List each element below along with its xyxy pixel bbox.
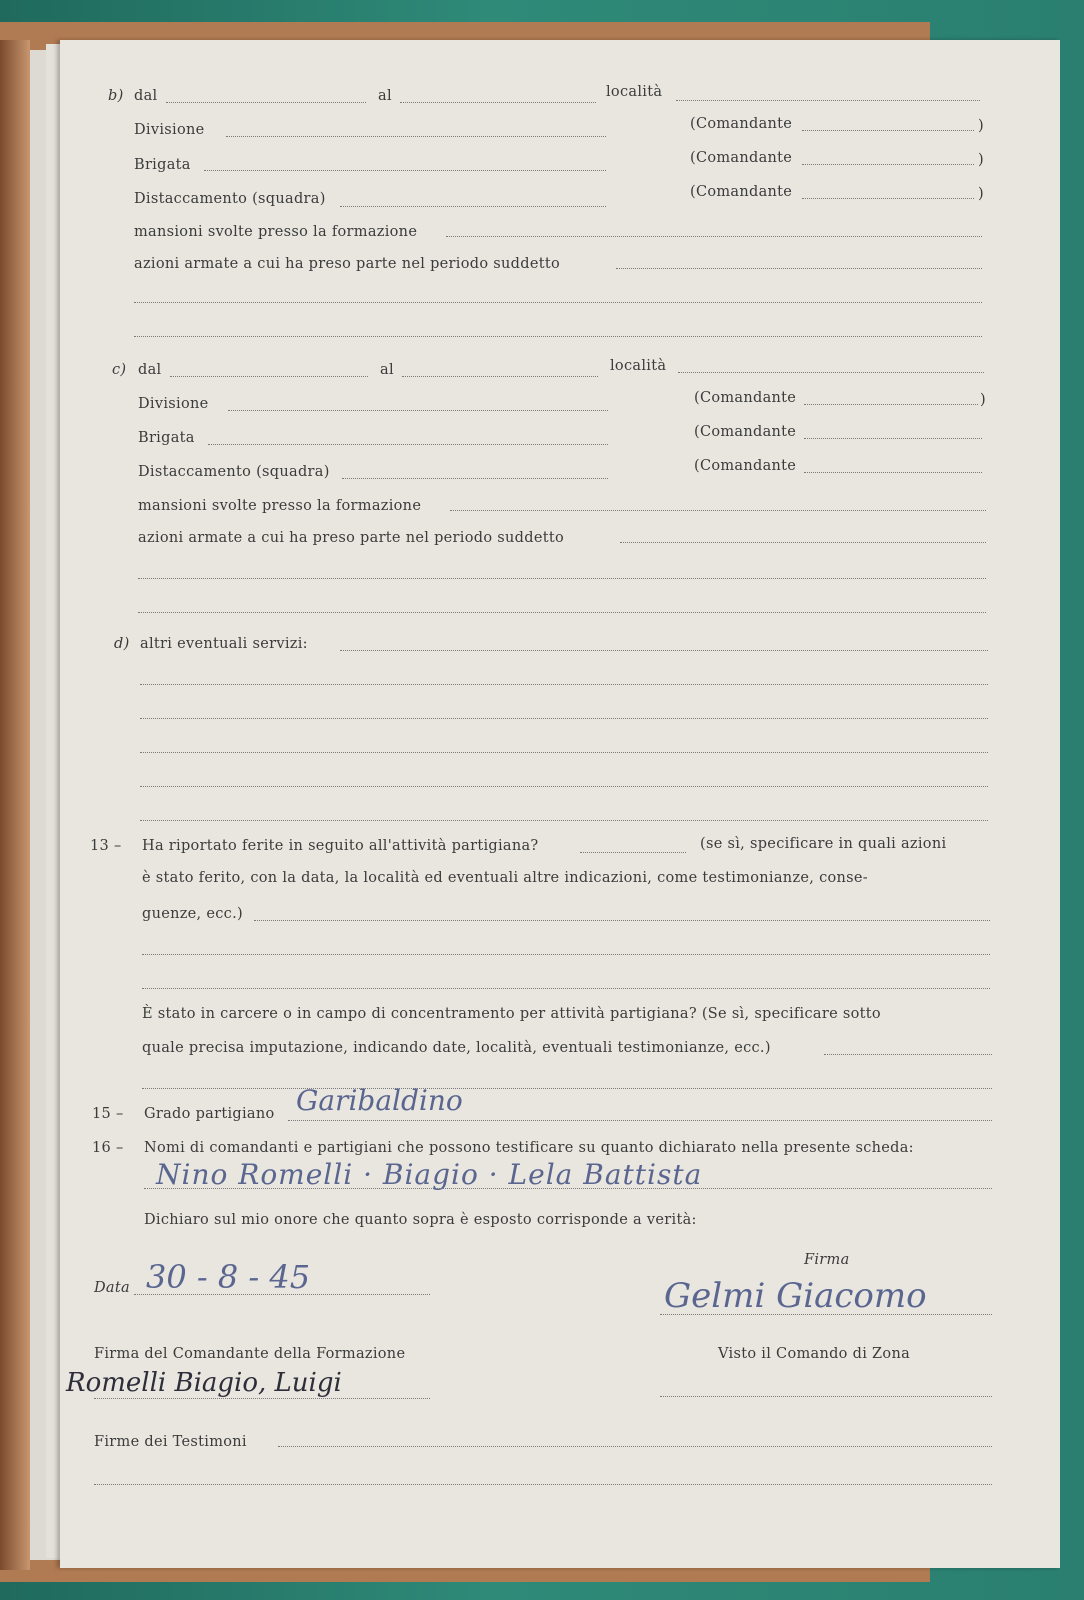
comandante-label: (Comandante — [690, 116, 793, 132]
ferite-detail-field[interactable] — [142, 988, 990, 989]
comandante-field[interactable] — [802, 130, 974, 131]
localita-label: località — [606, 84, 663, 100]
localita-field[interactable] — [678, 372, 984, 373]
localita-label: località — [610, 358, 667, 374]
q13-number: 13 – — [90, 838, 122, 854]
ferite-detail-field[interactable] — [142, 954, 990, 955]
dal-field[interactable] — [170, 376, 368, 377]
dal-field[interactable] — [166, 102, 366, 103]
paren-close: ) — [978, 152, 984, 168]
distaccamento-label: Distaccamento (squadra) — [138, 464, 330, 480]
grado-field[interactable] — [288, 1120, 992, 1121]
data-label: Data — [94, 1280, 130, 1296]
visto-label: Visto il Comando di Zona — [718, 1346, 911, 1362]
distaccamento-label: Distaccamento (squadra) — [134, 191, 326, 207]
q13-line1: Ha riportato ferite in seguito all'attività partigiana? — [142, 838, 539, 854]
azioni-field[interactable] — [138, 612, 986, 613]
azioni-field[interactable] — [138, 578, 986, 579]
altri-servizi-field[interactable] — [140, 718, 988, 719]
distaccamento-field[interactable] — [342, 478, 608, 479]
comandante-field[interactable] — [802, 198, 974, 199]
firme-testimoni-label: Firme dei Testimoni — [94, 1434, 247, 1450]
section-c-letter: c) — [112, 362, 127, 378]
testimoni-answer: Nino Romelli · Biagio · Lela Battista — [156, 1158, 703, 1191]
q16-label: Nomi di comandanti e partigiani che possono testificare su quanto dichiarato nella presente scheda: — [144, 1140, 914, 1156]
altri-servizi-label: altri eventuali servizi: — [140, 636, 308, 652]
dal-label: dal — [134, 88, 158, 104]
comandante-label: (Comandante — [694, 458, 797, 474]
visto-field[interactable] — [660, 1396, 992, 1397]
altri-servizi-field[interactable] — [140, 820, 988, 821]
divisione-label: Divisione — [138, 396, 209, 412]
q14-line2: quale precisa imputazione, indicando date, località, eventuali testimonianze, ecc.) — [142, 1040, 771, 1056]
q13-line2: è stato ferito, con la data, la località ed eventuali altre indicazioni, come testimonianze, conse- — [142, 870, 868, 886]
carcere-field[interactable] — [142, 1088, 992, 1089]
section-d-letter: d) — [114, 636, 130, 652]
al-label: al — [380, 362, 394, 378]
dal-label: dal — [138, 362, 162, 378]
altri-servizi-field[interactable] — [140, 786, 988, 787]
data-value: 30 - 8 - 45 — [146, 1258, 311, 1296]
firma-comandante-label: Firma del Comandante della Formazione — [94, 1346, 406, 1362]
firma-signature: Gelmi Giacomo — [664, 1276, 927, 1316]
comandante-field[interactable] — [804, 404, 978, 405]
comandante-field[interactable] — [804, 472, 982, 473]
brigata-field[interactable] — [208, 444, 608, 445]
q16-number: 16 – — [92, 1140, 124, 1156]
firme-testimoni-field[interactable] — [94, 1484, 992, 1485]
q13-line1b: (se sì, specificare in quali azioni — [700, 836, 947, 852]
azioni-label: azioni armate a cui ha preso parte nel periodo suddetto — [134, 256, 560, 272]
brigata-label: Brigata — [134, 157, 191, 173]
mansioni-label: mansioni svolte presso la formazione — [138, 498, 422, 514]
mansioni-field[interactable] — [450, 510, 986, 511]
comandante-label: (Comandante — [690, 150, 793, 166]
al-field[interactable] — [402, 376, 598, 377]
altri-servizi-field[interactable] — [140, 752, 988, 753]
altri-servizi-field[interactable] — [140, 684, 988, 685]
carcere-field[interactable] — [824, 1054, 992, 1055]
al-field[interactable] — [400, 102, 596, 103]
firma-comandante-field[interactable] — [94, 1398, 430, 1399]
comandante-label: (Comandante — [694, 424, 797, 440]
divisione-field[interactable] — [228, 410, 608, 411]
declaration-text: Dichiaro sul mio onore che quanto sopra è esposto corrisponde a verità: — [144, 1212, 697, 1228]
paren-close: ) — [978, 186, 984, 202]
azioni-field[interactable] — [616, 268, 982, 269]
localita-field[interactable] — [676, 100, 980, 101]
comandante-label: (Comandante — [690, 184, 793, 200]
mansioni-field[interactable] — [446, 236, 982, 237]
brigata-label: Brigata — [138, 430, 195, 446]
divisione-field[interactable] — [226, 136, 606, 137]
form-page — [60, 40, 1060, 1568]
azioni-field[interactable] — [620, 542, 986, 543]
brigata-field[interactable] — [204, 170, 606, 171]
paren-close: ) — [980, 392, 986, 408]
azioni-field[interactable] — [134, 336, 982, 337]
al-label: al — [378, 88, 392, 104]
paren-close: ) — [978, 118, 984, 134]
ferite-field[interactable] — [580, 852, 686, 853]
q15-label: Grado partigiano — [144, 1106, 275, 1122]
section-b-letter: b) — [108, 88, 124, 104]
q13-line3: guenze, ecc.) — [142, 906, 243, 922]
firma-comandante-signature: Romelli Biagio, Luigi — [66, 1368, 342, 1398]
comandante-field[interactable] — [804, 438, 982, 439]
azioni-label: azioni armate a cui ha preso parte nel periodo suddetto — [138, 530, 564, 546]
q15-number: 15 – — [92, 1106, 124, 1122]
comandante-field[interactable] — [802, 164, 974, 165]
mansioni-label: mansioni svolte presso la formazione — [134, 224, 418, 240]
comandante-label: (Comandante — [694, 390, 797, 406]
grado-answer: Garibaldino — [296, 1084, 463, 1117]
firma-label: Firma — [804, 1252, 850, 1268]
folder-spine — [0, 40, 30, 1570]
distaccamento-field[interactable] — [340, 206, 606, 207]
azioni-field[interactable] — [134, 302, 982, 303]
altri-servizi-field[interactable] — [340, 650, 988, 651]
ferite-detail-field[interactable] — [254, 920, 990, 921]
firme-testimoni-field[interactable] — [278, 1446, 992, 1447]
q14-line1: È stato in carcere o in campo di concentramento per attività partigiana? (Se sì, specificare sotto — [142, 1006, 881, 1022]
divisione-label: Divisione — [134, 122, 205, 138]
